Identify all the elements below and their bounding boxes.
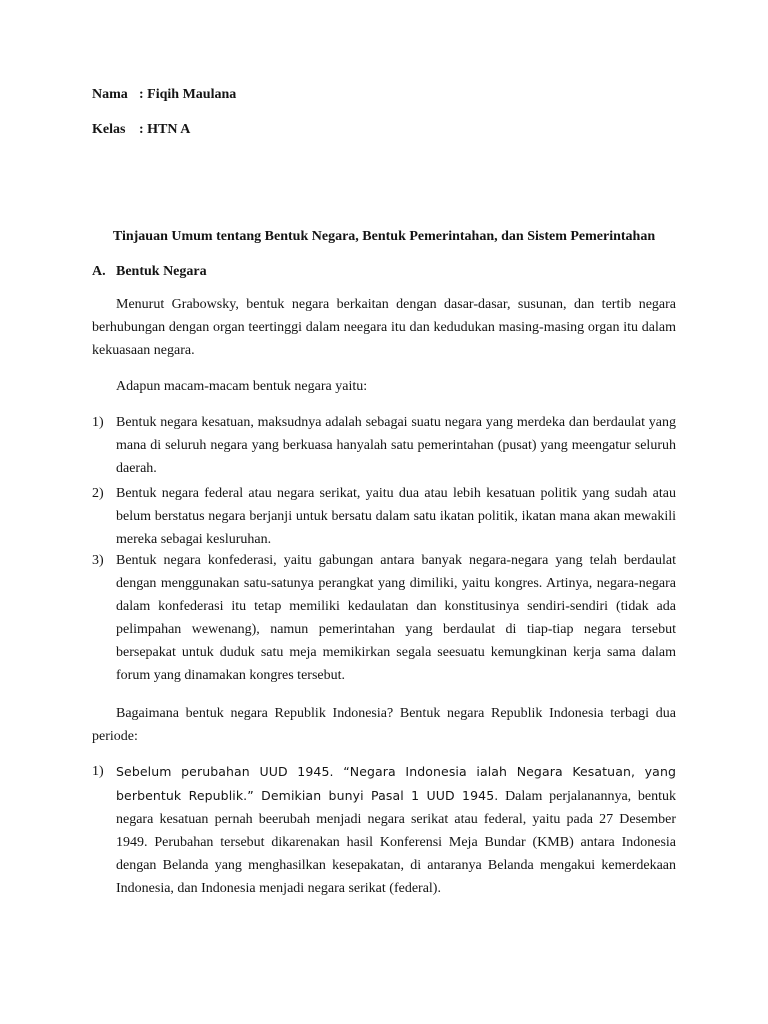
list-item-text: Dalam perjalanannya, bentuk negara kesatuan pernah beerubah menjadi negara serikat atau federal, yaitu pada 27 Desember 1949. Perubahan tersebut dikarenakan hasil Konferensi Meja Bundar (KMB) antara Indonesia dengan Belanda yang menghasilkan kesepakatan, di antaranya Belanda mengakui kemerdekaan Indonesia, dan Indonesia menjadi negara serikat (federal). [116,789,677,896]
paragraph-macam-bentuk: Adapun macam-macam bentuk negara yaitu: [116,379,368,394]
list-item-text: Bentuk negara kesatuan, maksudnya adalah sebagai suatu negara yang merdeka dan berdaulat yang mana di seluruh negara yang berkuasa hanyalah satu pemerintahan (pusat) yang meengatur seluruh daerah. [116,415,676,476]
list-marker: 2) [92,486,104,501]
class-label: Kelas [92,122,126,137]
list-marker: 3) [92,553,104,568]
document-title: Tinjauan Umum tentang Bentuk Negara, Bentuk Pemerintahan, dan Sistem Pemerintahan [112,229,656,244]
class-line [92,121,190,139]
paragraph-bentuk-ri: Bagaimana bentuk negara Republik Indonesia? Bentuk negara Republik Indonesia terbagi dua periode: [92,706,676,744]
name-label: Nama [92,87,128,102]
list-item-text: Bentuk negara federal atau negara serikat, yaitu dua atau lebih kesatuan politik yang sudah atau belum berstatus negara berjanji untuk bersatu dalam satu ikatan politik, ikatan mana akan mewakili mereka sebagai kesluruhan. [116,486,676,547]
list-marker: 1) [92,415,104,430]
list-item [92,549,676,687]
name-value: : Fiqih Maulana [139,87,237,102]
list-item [92,760,676,900]
class-value: : HTN A [139,122,191,137]
list-item-text-quote: Sebelum perubahan UUD 1945. “Negara Indonesia ialah Negara Kesatuan, yang berbentuk Republik.” Demikian bunyi Pasal 1 UUD 1945. [116,764,676,803]
name-line [92,86,236,104]
list-item-text: Bentuk negara konfederasi, yaitu gabungan antara banyak negara-negara yang telah berdaulat dengan menggunakan satu-satunya perangkat yang dimiliki, yaitu kongres. Artinya, negara-negara dalam konfederasi itu tetap memiliki kedaulatan dan konstitusinya sendiri-sendiri (tidak ada pelimpahan wewenang), namun pemerintahan yang berdaulat di tiap-tiap negara tersebut bersepakat untuk duduk satu meja memikirkan segala seesuatu kemungkinan kerja sama dalam forum yang dinamakan kongres tersebut. [116,553,676,683]
list-item [92,482,676,551]
list-item [92,411,676,480]
section-a-title: Bentuk Negara [116,264,207,279]
paragraph-grabowsky: Menurut Grabowsky, bentuk negara berkaitan dengan dasar-dasar, susunan, dan tertib negara berhubungan dengan organ teertinggi dalam neegara itu dan kedudukan masing-masing organ itu dalam kekuasaan negara. [92,297,676,358]
list-marker: 1) [92,764,104,779]
section-a-heading [92,263,207,281]
section-a-number: A. [92,264,106,279]
